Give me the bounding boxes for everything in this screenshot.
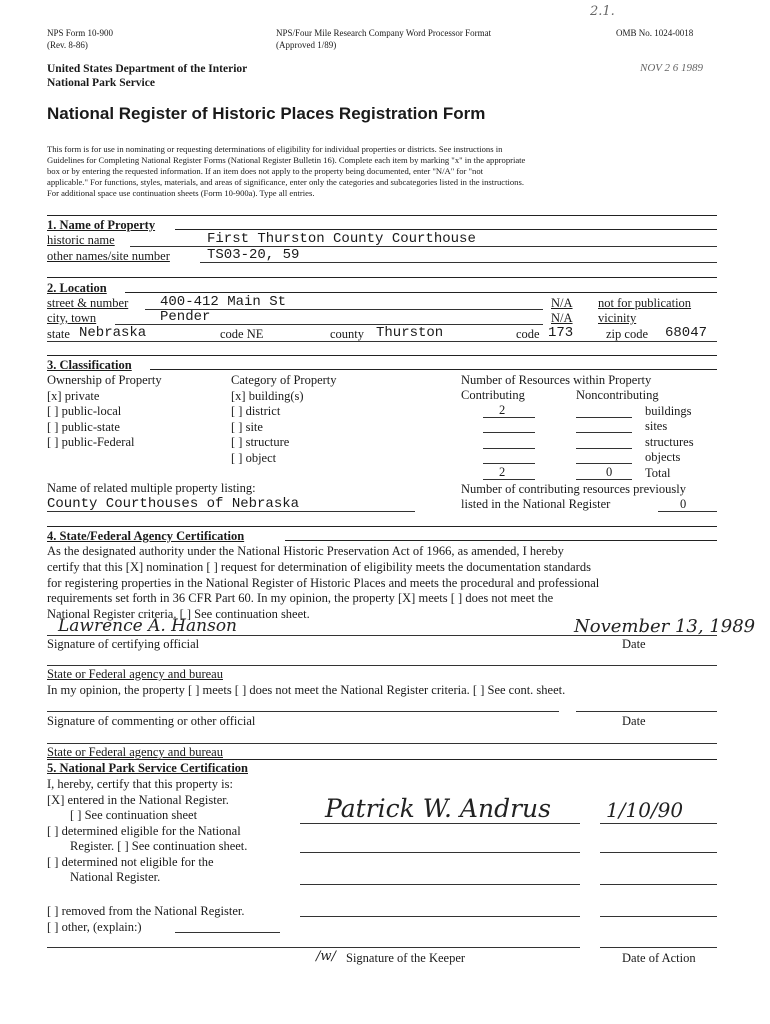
county-code-field[interactable]: 173 bbox=[548, 325, 574, 341]
category-site-checkbox[interactable]: [ ] site bbox=[231, 419, 263, 434]
certifying-date-label: Date bbox=[622, 637, 646, 651]
divider bbox=[125, 292, 717, 293]
form-revision: (Rev. 8-86) bbox=[47, 40, 88, 50]
zip-field[interactable]: 68047 bbox=[665, 325, 708, 341]
category-group bbox=[231, 373, 337, 466]
field-line bbox=[47, 947, 580, 948]
certifying-date[interactable]: November 13, 1989 bbox=[574, 616, 756, 637]
field-line bbox=[300, 916, 580, 917]
vicinity-label: vicinity bbox=[598, 311, 637, 325]
format-line-2: (Approved 1/89) bbox=[276, 40, 337, 50]
agency-bureau-label-2: State or Federal agency and bureau bbox=[47, 745, 223, 759]
ownership-group bbox=[47, 373, 162, 451]
other-names-field[interactable]: TS03-20, 59 bbox=[207, 247, 300, 263]
ownership-public-state-checkbox[interactable]: [ ] public-state bbox=[47, 419, 120, 434]
resources-heading: Number of Resources within Property bbox=[461, 373, 652, 387]
section-4-heading: 4. State/Federal Agency Certification bbox=[47, 529, 245, 543]
not-for-publication: not for publication bbox=[598, 296, 692, 310]
certification-text bbox=[47, 544, 599, 623]
zip-label: zip code bbox=[606, 327, 648, 341]
field-line bbox=[47, 341, 717, 342]
field-line bbox=[600, 884, 717, 885]
state-field[interactable]: Nebraska bbox=[79, 325, 147, 341]
format-line-1: NPS/Four Mile Research Company Word Processor Format bbox=[276, 28, 492, 38]
na-publication: N/A bbox=[551, 296, 573, 310]
field-line bbox=[483, 463, 535, 464]
city-field[interactable]: Pender bbox=[160, 309, 211, 325]
category-building-checkbox[interactable]: [x] building(s) bbox=[231, 388, 304, 403]
total-row: Total bbox=[645, 466, 671, 480]
certify-line: I, hereby, certify that this property is: bbox=[47, 777, 233, 791]
omb-number: OMB No. 1024-0018 bbox=[616, 28, 694, 38]
field-line bbox=[300, 823, 580, 824]
opinion-text: In my opinion, the property [ ] meets [ ] does not meet the National Register criteria. [ ] See cont. sheet. bbox=[47, 683, 566, 697]
instruction-line: box or by entering the requested information. If an item does not apply to the property being documented, enter "N/A" for "not bbox=[47, 166, 484, 176]
section-3-heading: 3. Classification bbox=[47, 358, 132, 372]
keeper-signature-label: Signature of the Keeper bbox=[346, 951, 466, 965]
divider bbox=[47, 526, 717, 527]
field-line bbox=[600, 947, 717, 948]
field-line bbox=[47, 511, 415, 512]
entered-checkbox[interactable]: [X] entered in the National Register. bbox=[47, 793, 229, 807]
certification-line: National Register criteria. [ ] See continuation sheet. bbox=[47, 607, 310, 622]
category-district-checkbox[interactable]: [ ] district bbox=[231, 404, 281, 418]
state-code: code NE bbox=[220, 327, 264, 341]
certification-line: requirements set forth in 36 CFR Part 60. In my opinion, the property [X] meets [ ] does not meet the bbox=[47, 591, 554, 606]
national-register-label: listed in the National Register bbox=[461, 497, 611, 511]
multiple-property-label: Name of related multiple property listing: bbox=[47, 481, 256, 495]
form-number: NPS Form 10-900 bbox=[47, 28, 114, 38]
field-line bbox=[576, 448, 632, 449]
certifying-signature[interactable]: Lawrence A. Hanson bbox=[58, 616, 237, 636]
field-line bbox=[483, 417, 535, 418]
field-line bbox=[600, 852, 717, 853]
street-label: street & number bbox=[47, 296, 129, 310]
field-line bbox=[576, 417, 632, 418]
field-line bbox=[200, 262, 717, 263]
divider bbox=[47, 759, 717, 760]
historic-name-field[interactable]: First Thurston County Courthouse bbox=[207, 231, 476, 247]
noncontributing-label: Noncontributing bbox=[576, 388, 659, 402]
certifying-signature-label: Signature of certifying official bbox=[47, 637, 200, 651]
divider bbox=[47, 355, 717, 356]
field-line bbox=[47, 635, 717, 636]
certification-line: for registering properties in the National Register of Historic Places and meets the procedural and professional bbox=[47, 575, 600, 590]
keeper-signature[interactable]: Patrick W. Andrus bbox=[325, 794, 551, 823]
certification-line: certify that this [X] nomination [ ] request for determination of eligibility meets the documentation standards bbox=[47, 559, 591, 574]
field-line bbox=[300, 852, 580, 853]
divider bbox=[285, 540, 717, 541]
divider bbox=[150, 369, 717, 370]
category-heading: Category of Property bbox=[231, 373, 337, 387]
field-line bbox=[483, 479, 535, 480]
field-line bbox=[576, 432, 632, 433]
instructions bbox=[47, 144, 525, 199]
ownership-heading: Ownership of Property bbox=[47, 373, 162, 387]
na-vicinity: N/A bbox=[551, 311, 573, 325]
instruction-line: This form is for use in nominating or requesting determinations of eligibility for individual properties or districts. See instructions in bbox=[47, 144, 503, 154]
ownership-public-local-checkbox[interactable]: [ ] public-local bbox=[47, 404, 122, 418]
keeper-initials: /w/ bbox=[316, 949, 336, 964]
not-eligible-line-2: National Register. bbox=[70, 870, 161, 884]
city-label: city, town bbox=[47, 311, 97, 325]
section-1-heading: 1. Name of Property bbox=[47, 218, 156, 232]
removed-checkbox[interactable]: [ ] removed from the National Register. bbox=[47, 904, 245, 918]
contributing-buildings-field[interactable]: 2 bbox=[499, 403, 506, 417]
sites-row: sites bbox=[645, 419, 668, 433]
field-line bbox=[47, 743, 717, 744]
field-line bbox=[47, 711, 559, 712]
field-line bbox=[576, 711, 717, 712]
field-line bbox=[600, 916, 717, 917]
eligible-checkbox[interactable]: [ ] determined eligible for the National bbox=[47, 824, 241, 838]
field-line bbox=[576, 463, 632, 464]
field-line bbox=[300, 884, 580, 885]
certification-line: As the designated authority under the National Historic Preservation Act of 1966, as amended, I hereby bbox=[47, 544, 564, 558]
county-code-label: code bbox=[516, 327, 540, 341]
field-line bbox=[115, 324, 543, 325]
entered-continuation-checkbox[interactable]: [ ] See continuation sheet bbox=[70, 808, 198, 822]
category-object-checkbox[interactable]: [ ] object bbox=[231, 450, 277, 465]
category-structure-checkbox[interactable]: [ ] structure bbox=[231, 435, 290, 449]
section-2-heading: 2. Location bbox=[47, 281, 107, 295]
field-line bbox=[600, 823, 717, 824]
agency-bureau-label: State or Federal agency and bureau bbox=[47, 667, 223, 681]
buildings-row: buildings bbox=[645, 404, 692, 418]
ownership-public-federal-checkbox[interactable]: [ ] public-Federal bbox=[47, 435, 135, 449]
commenting-date-label: Date bbox=[622, 714, 646, 728]
other-names-label: other names/site number bbox=[47, 249, 170, 263]
divider bbox=[175, 229, 717, 230]
not-eligible-checkbox[interactable]: [ ] determined not eligible for the bbox=[47, 855, 214, 869]
objects-row: objects bbox=[645, 450, 681, 464]
state-label: state bbox=[47, 327, 70, 341]
section-5-heading: 5. National Park Service Certification bbox=[47, 761, 248, 775]
street-field[interactable]: 400-412 Main St bbox=[160, 294, 287, 310]
divider bbox=[47, 277, 717, 278]
county-label: county bbox=[330, 327, 365, 341]
field-line bbox=[658, 511, 717, 512]
historic-name-label: historic name bbox=[47, 233, 115, 247]
previously-listed-label: Number of contributing resources previously bbox=[461, 482, 686, 496]
structures-row: structures bbox=[645, 435, 694, 449]
contributing-label: Contributing bbox=[461, 388, 525, 402]
field-line bbox=[175, 932, 280, 933]
divider bbox=[47, 215, 717, 216]
field-line bbox=[47, 665, 717, 666]
eligible-continuation-checkbox[interactable]: Register. [ ] See continuation sheet. bbox=[70, 839, 248, 853]
multiple-property-field[interactable]: County Courthouses of Nebraska bbox=[47, 496, 300, 512]
field-line bbox=[483, 432, 535, 433]
ownership-private-checkbox[interactable]: [x] private bbox=[47, 388, 100, 403]
received-stamp: NOV 2 6 1989 bbox=[640, 62, 704, 74]
other-checkbox[interactable]: [ ] other, (explain:) bbox=[47, 920, 142, 934]
agency-name: United States Department of the Interior bbox=[47, 63, 248, 75]
total-contributing-field[interactable]: 2 bbox=[499, 465, 506, 479]
previously-listed-field[interactable]: 0 bbox=[680, 497, 687, 511]
total-noncontributing-field[interactable]: 0 bbox=[606, 465, 613, 479]
service-name: National Park Service bbox=[47, 77, 155, 89]
stamp-mark: 2.1. bbox=[590, 4, 615, 19]
instruction-line: For additional space use continuation sheets (Form 10-900a). Type all entries. bbox=[47, 188, 315, 198]
county-field[interactable]: Thurston bbox=[376, 325, 444, 341]
instruction-line: applicable." For functions, styles, materials, and areas of significance, enter only the categories and subcategories listed in the instructions. bbox=[47, 177, 524, 187]
date-of-action-label: Date of Action bbox=[622, 951, 696, 965]
page-title: National Register of Historic Places Registration Form bbox=[47, 104, 486, 123]
keeper-date[interactable]: 1/10/90 bbox=[606, 798, 684, 822]
field-line bbox=[483, 448, 535, 449]
field-line bbox=[576, 479, 632, 480]
instruction-line: Guidelines for Completing National Register Forms (National Register Bulletin 16). Complete each item by marking "x" in the appropriate bbox=[47, 155, 526, 165]
commenting-signature-label: Signature of commenting or other official bbox=[47, 714, 256, 728]
